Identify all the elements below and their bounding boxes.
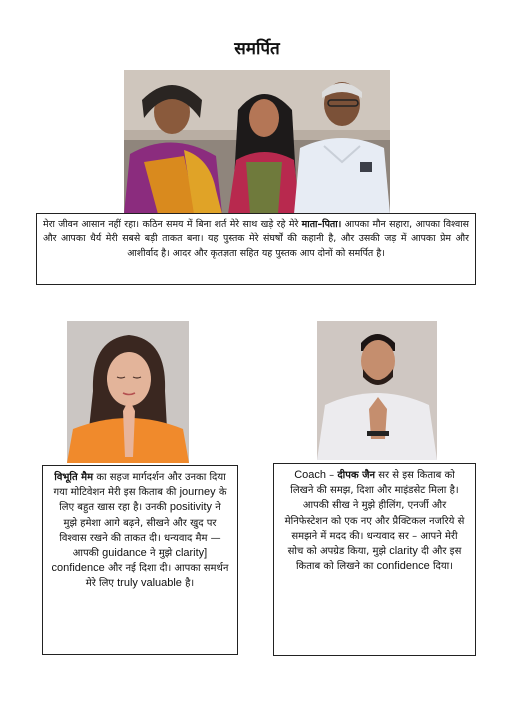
mentor-right-word-confidence: confidence [376,560,430,573]
page-title: समर्पित [234,39,280,59]
mentor-left-word-valuable: truly valuable [117,577,182,590]
mentor-right-text-3: दिया। [429,561,454,573]
mentor-left-text-1: का सहज मार्गदर्शन और उनका दिया गया मोटिवेशन मेरी इस किताब की [53,472,226,499]
mentor-right-photo [317,321,437,460]
mentor-right-box [273,463,476,656]
mentor-left-name: विभूति मैम [54,472,94,483]
dedication-box [36,213,476,285]
mentor-right-text-1: सर से इस किताब को लिखने की समझ, दिशा और माइंडसेट मिला है। आपकी सीख ने मुझे हीलिंग, एनर्जी और मेनिफेस्टेशन को एक नए और प्रैक्टिकल नजरिये से समझने में मदद की। धन्यवाद सर – आपने मेरी सोच को अपग्रेड किया, मुझे [284,470,465,558]
mentor-left-word-clarity: clarity] confidence [51,547,208,575]
mentor-left-photo [67,321,189,463]
mentor-left-text-4: ने मुझे [146,548,176,560]
mentor-right-word-coach: Coach [294,469,326,481]
mentor-left-box [42,465,238,655]
parents-label: माता–पिता। [301,219,342,230]
mentor-left-word-positivity: positivity [169,501,213,514]
mentor-left-text-2: के लिए बहुत खास रहा है। उनकी [59,487,227,514]
mentor-left-text-6: है। [181,578,195,590]
mentor-right-word-clarity: clarity [389,545,418,558]
parents-photo [124,70,390,214]
dedication-body: आपका मौन सहारा, आपका विश्वास और आपका धैर्य मेरी सबसे बड़ी ताकत बना। यह पुस्तक मेरे संघर्षों की कहानी है, और उसकी जड़ में आपका प्रेम और आशीर्वाद है। आदर और कृतज्ञता सहित यह पुस्तक आप दोनों को समर्पित है। [43,219,469,259]
mentor-left-text-3: ने मुझे हमेशा आगे बढ़ने, सीखने और खुद पर विश्वास रखने की ताकत दी। धन्यवाद मैम — आपकी [59,502,221,560]
mentor-right-dash: – [326,470,338,481]
mentor-left-text-5: और नई दिशा दी। आपका समर्थन मेरे लिए [85,563,229,590]
mentor-right-name: दीपक जैन [337,470,376,481]
mentor-left-word-journey: journey [179,486,216,499]
mentor-left-word-guidance: guidance [102,547,147,560]
mentor-right-text-2: दी और इस किताब को लिखने का [295,546,462,573]
dedication-text: मेरा जीवन आसान नहीं रहा। कठिन समय में बिना शर्त मेरे साथ खड़े रहे मेरे [43,219,302,230]
